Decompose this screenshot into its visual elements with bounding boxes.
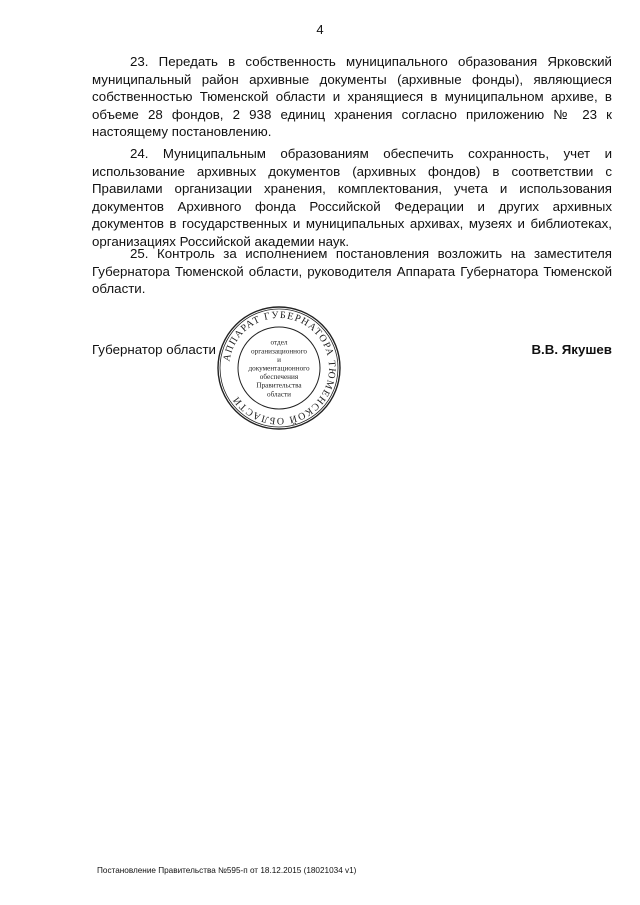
- stamp-center-line: отдел: [270, 338, 288, 347]
- page-number: 4: [316, 22, 324, 37]
- official-stamp: [216, 305, 342, 431]
- stamp-ring-text: АППАРАТ ГУБЕРНАТОРА ТЮМЕНСКОЙ ОБЛАСТИ: [221, 309, 338, 427]
- stamp-center-line: Правительства: [256, 381, 302, 390]
- stamp-center-line: и: [277, 355, 281, 364]
- stamp-center-line: документационного: [248, 364, 310, 373]
- stamp-center-line: области: [266, 390, 292, 399]
- paragraph-23: 23. Передать в собственность муниципального образования Ярковский муниципальный район архивные документы (архивные фонды), являющиеся собственностью Тюменской области и хранящиеся в муниципальном архиве, в объеме 28 фондов, 2 938 единиц хранения согласно приложению № 23 к настоящему постановлению.: [92, 54, 612, 140]
- stamp-center-line: организационного: [251, 347, 307, 356]
- paragraph-25: 25. Контроль за исполнением постановления возложить на заместителя Губернатора Тюменской области, руководителя Аппарата Губернатора Тюменской области.: [92, 246, 612, 297]
- paragraph-24: 24. Муниципальным образованиям обеспечить сохранность, учет и использование архивных документов (архивных фондов) в соответствии с Правилами организации хранения, комплектования, учета и использования документов Архивного фонда Российской Федерации и других архивных документов в государственных и муниципальных архивах, музеях и библиотеках, организациях Российской академии наук.: [92, 146, 612, 249]
- stamp-center-line: обеспечения: [259, 373, 299, 382]
- signatory-name: В.В. Якушев: [531, 342, 612, 357]
- signature-title: Губернатор области: [92, 342, 216, 357]
- document-footer: Постановление Правительства №595-п от 18.12.2015 (18021034 v1): [97, 866, 357, 875]
